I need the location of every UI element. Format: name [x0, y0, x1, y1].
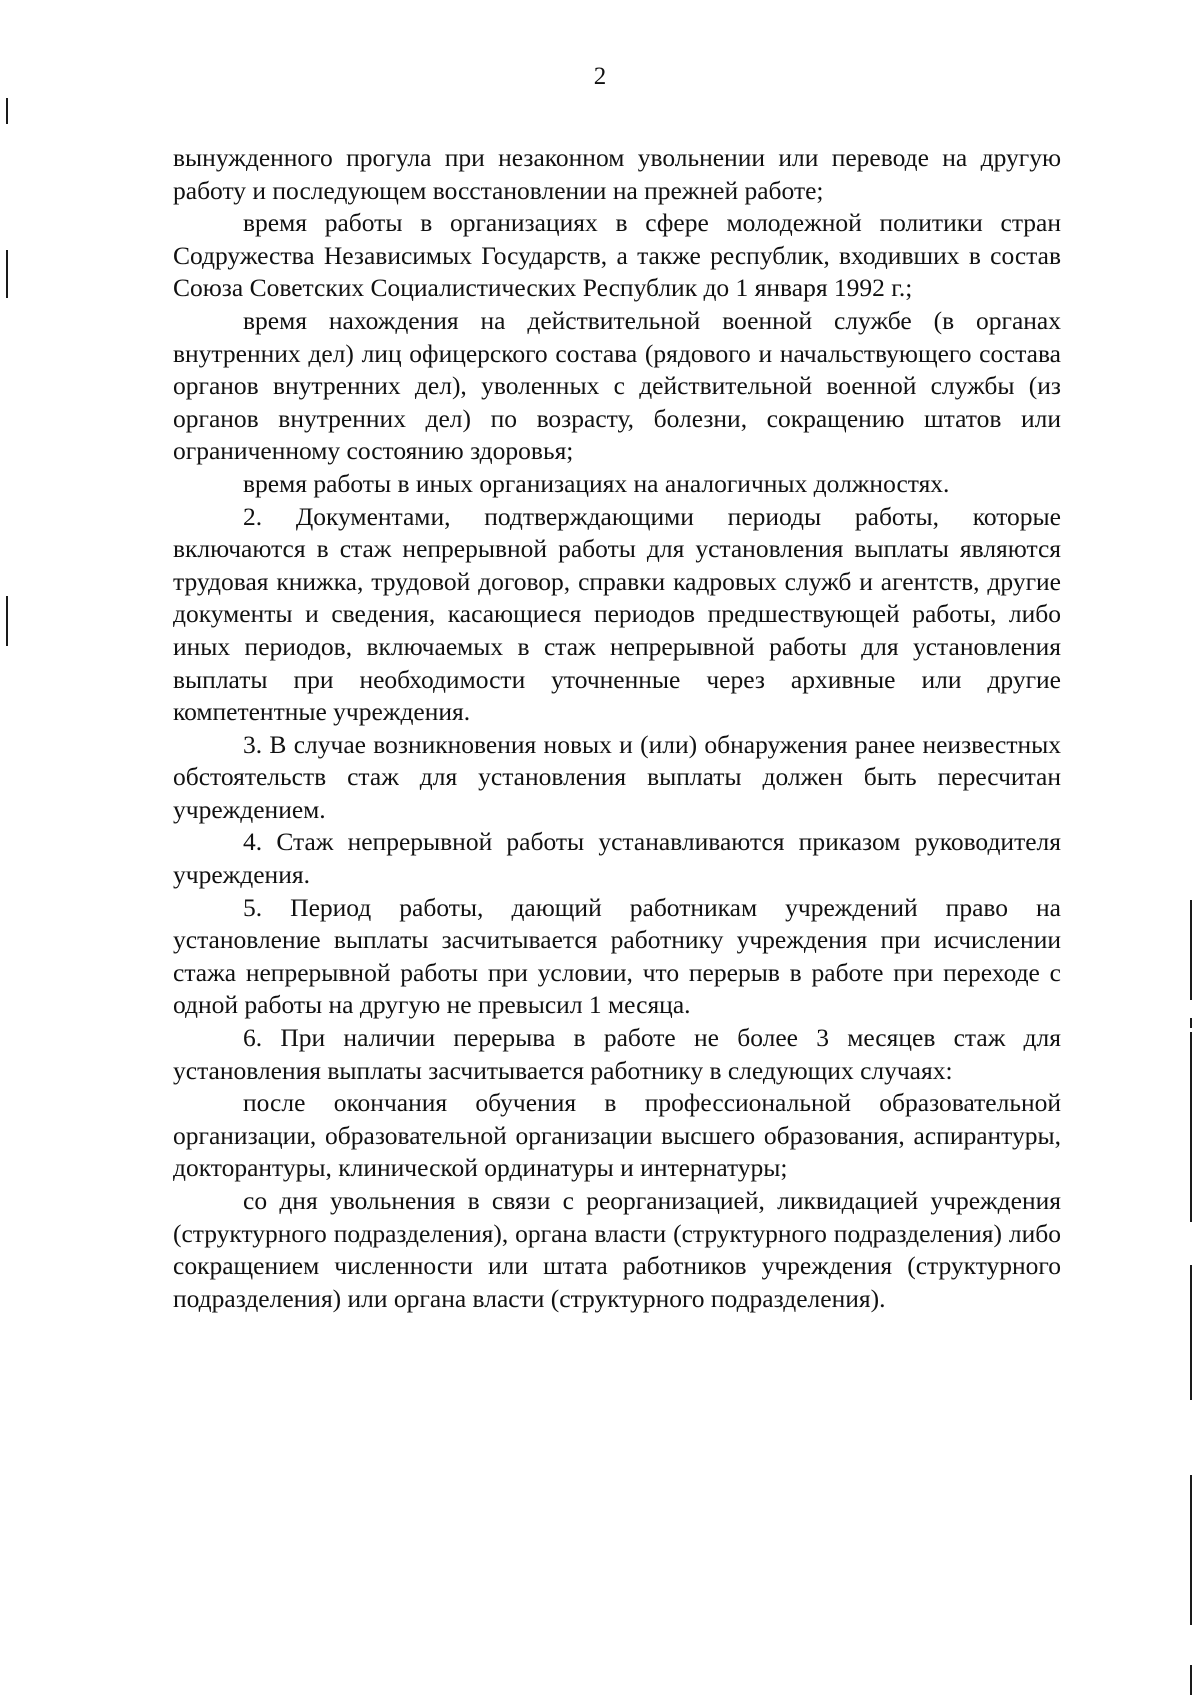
paragraph-8: 5. Период работы, дающий работникам учреждений право на установление выплаты засчитывается работнику учреждения при исчислении стажа непрерывной работы при условии, что перерыв в работе при переходе с одной работы на другую не превысил 1 месяца. [173, 892, 1061, 1020]
paragraph-7: 4. Стаж непрерывной работы устанавливаются приказом руководителя учреждения. [173, 827, 1061, 890]
paragraph-11: со дня увольнения в связи с реорганизацией, ликвидацией учреждения (структурного подразделения), органа власти (структурного подразделения) либо сокращением численности или штата работников учреждения (структурного подразделения) или органа власти (структурного подразделения). [173, 1186, 1061, 1313]
scan-mark-right-5 [1190, 1475, 1192, 1625]
paragraph-5: 2. Документами, подтверждающими периоды работы, которые включаются в стаж непрерывной работы для установления выплаты являются трудовая книжка, трудовой договор, справки кадровых служб и агентств, другие документы и сведения, касающиеся периодов предшествующей работы, либо иных периодов, включаемых в стаж непрерывной работы для установления выплаты при необходимости уточненные через архивные или другие компетентные учреждения. [173, 501, 1061, 727]
paragraph-1: вынужденного прогула при незаконном увольнении или переводе на другую работу и последующем восстановлении на прежней работе; [173, 143, 1061, 205]
paragraph-9: 6. При наличии перерыва в работе не более 3 месяцев стаж для установления выплаты засчитывается работнику в следующих случаях: [173, 1023, 1061, 1085]
scan-mark-right-2 [1190, 1018, 1192, 1028]
paragraph-2: время работы в организациях в сфере молодежной политики стран Содружества Независимых Государств, а также республик, входивших в состав Союза Советских Социалистических Республик до 1 января 1992 г.; [173, 208, 1061, 303]
scan-mark-right-1 [1190, 900, 1192, 1000]
scan-mark-left-3 [6, 596, 8, 646]
paragraph-3: время нахождения на действительной военной службе (в органах внутренних дел) лиц офицерского состава (рядового и начальствующего состава органов внутренних дел), уволенных с действительной военной службы (из органов внутренних дел) по возрасту, болезни, сокращению штатов или ограниченному состоянию здоровья; [173, 305, 1061, 466]
page-number: 2 [593, 63, 607, 90]
scan-mark-right-4 [1190, 1265, 1192, 1400]
document-body [173, 142, 1061, 1315]
scan-mark-left-1 [6, 98, 8, 124]
paragraph-6: 3. В случае возникновения новых и (или) обнаружения ранее неизвестных обстоятельств стаж для установления выплаты должен быть пересчитан учреждением. [173, 729, 1061, 824]
paragraph-10: после окончания обучения в профессиональной образовательной организации, образовательной организации высшего образования, аспирантуры, докторантуры, клинической ординатуры и интернатуры; [173, 1088, 1061, 1183]
scan-mark-left-2 [6, 250, 8, 298]
scan-mark-right-3 [1190, 1032, 1192, 1222]
scan-mark-right-6 [1190, 1665, 1192, 1695]
paragraph-4: время работы в иных организациях на аналогичных должностях. [243, 468, 950, 498]
